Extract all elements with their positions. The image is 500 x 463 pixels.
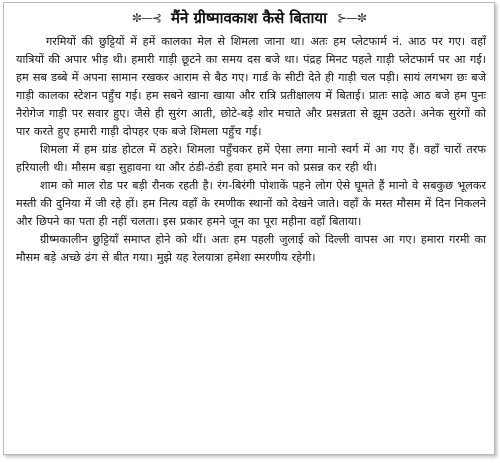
essay-body xyxy=(4,33,494,267)
page-title: मैंने ग्रीष्मावकाश कैसे बिताया xyxy=(171,9,327,27)
paragraph-1: गरमियों की छुट्टियों में हमें कालका मेल से शिमला जाना था। अतः हम प्लेटफार्म नं. आठ पर गए। वहाँ यात्रियों की अपार भीड़ थी। हमारी गाड़ी छूटने का समय दस बजे था। पंद्रह मिनट पहले गाड़ी प्लेटफार्म पर आ गई। हम सब डब्बे में अपना सामान रखकर आराम से बैठ गए। गार्ड के सीटी देते ही गाड़ी चल पड़ी। सायं लगभग छः बजे गाड़ी कालका स्टेशन पहुँच गई। हम सबने खाना खाया और रात्रि प्रतीक्षालय में बिताई। प्रातः साढ़े आठ बजे हम पुनः नैरोगेज गाड़ी पर सवार हुए। जैसे ही सुरंग आती, छोटे-बड़े शोर मचाते और प्रसन्नता से झूम उठते। अनेक सुरंगों को पार करते हुए हमारी गाड़ी दोपहर एक बजे शिमला पहुँच गई। xyxy=(16,35,486,138)
document-page xyxy=(3,2,495,455)
paragraph-2: शिमला में हम ग्रांड होटल में ठहरे। शिमला पहुँचकर हमें ऐसा लगा मानो स्वर्ग में आ गए हैं। वहाँ चारों तरफ हरियाली थी। मौसम बड़ा सुहावना था और ठंडी-ठंडी हवा हमारे मन को प्रसन्न कर रही थी। xyxy=(16,143,486,174)
paragraph-3: शाम को माल रोड पर बड़ी रौनक रहती है। रंग-बिरंगी पोशाकें पहने लोग ऐसे घूमते हैं मानो वे सबकुछ भूलकर मस्ती की दुनिया में जी रहे हों। हम नित्य वहाँ के रमणीक स्थानों को देखने जाते। वहाँ के मस्त मौसम में दिन निकलने और छिपने का पता ही नहीं चलता। इस प्रकार हमने जून का पूरा महीना वहाँ बिताया। xyxy=(16,179,486,228)
ornament-right-icon: ⊱—✼ xyxy=(336,11,367,25)
title-row xyxy=(4,3,494,33)
ornament-left-icon: ✼—⊰ xyxy=(131,11,161,25)
paragraph-4: ग्रीष्मकालीन छुट्टियाँ समाप्त होने को थीं। अतः हम पहली जुलाई को दिल्ली वापस आ गए। हमारा गरमी का मौसम बड़े अच्छे ढंग से बीत गया। मुझे यह रेलयात्रा हमेशा स्मरणीय रहेगी। xyxy=(16,233,486,264)
